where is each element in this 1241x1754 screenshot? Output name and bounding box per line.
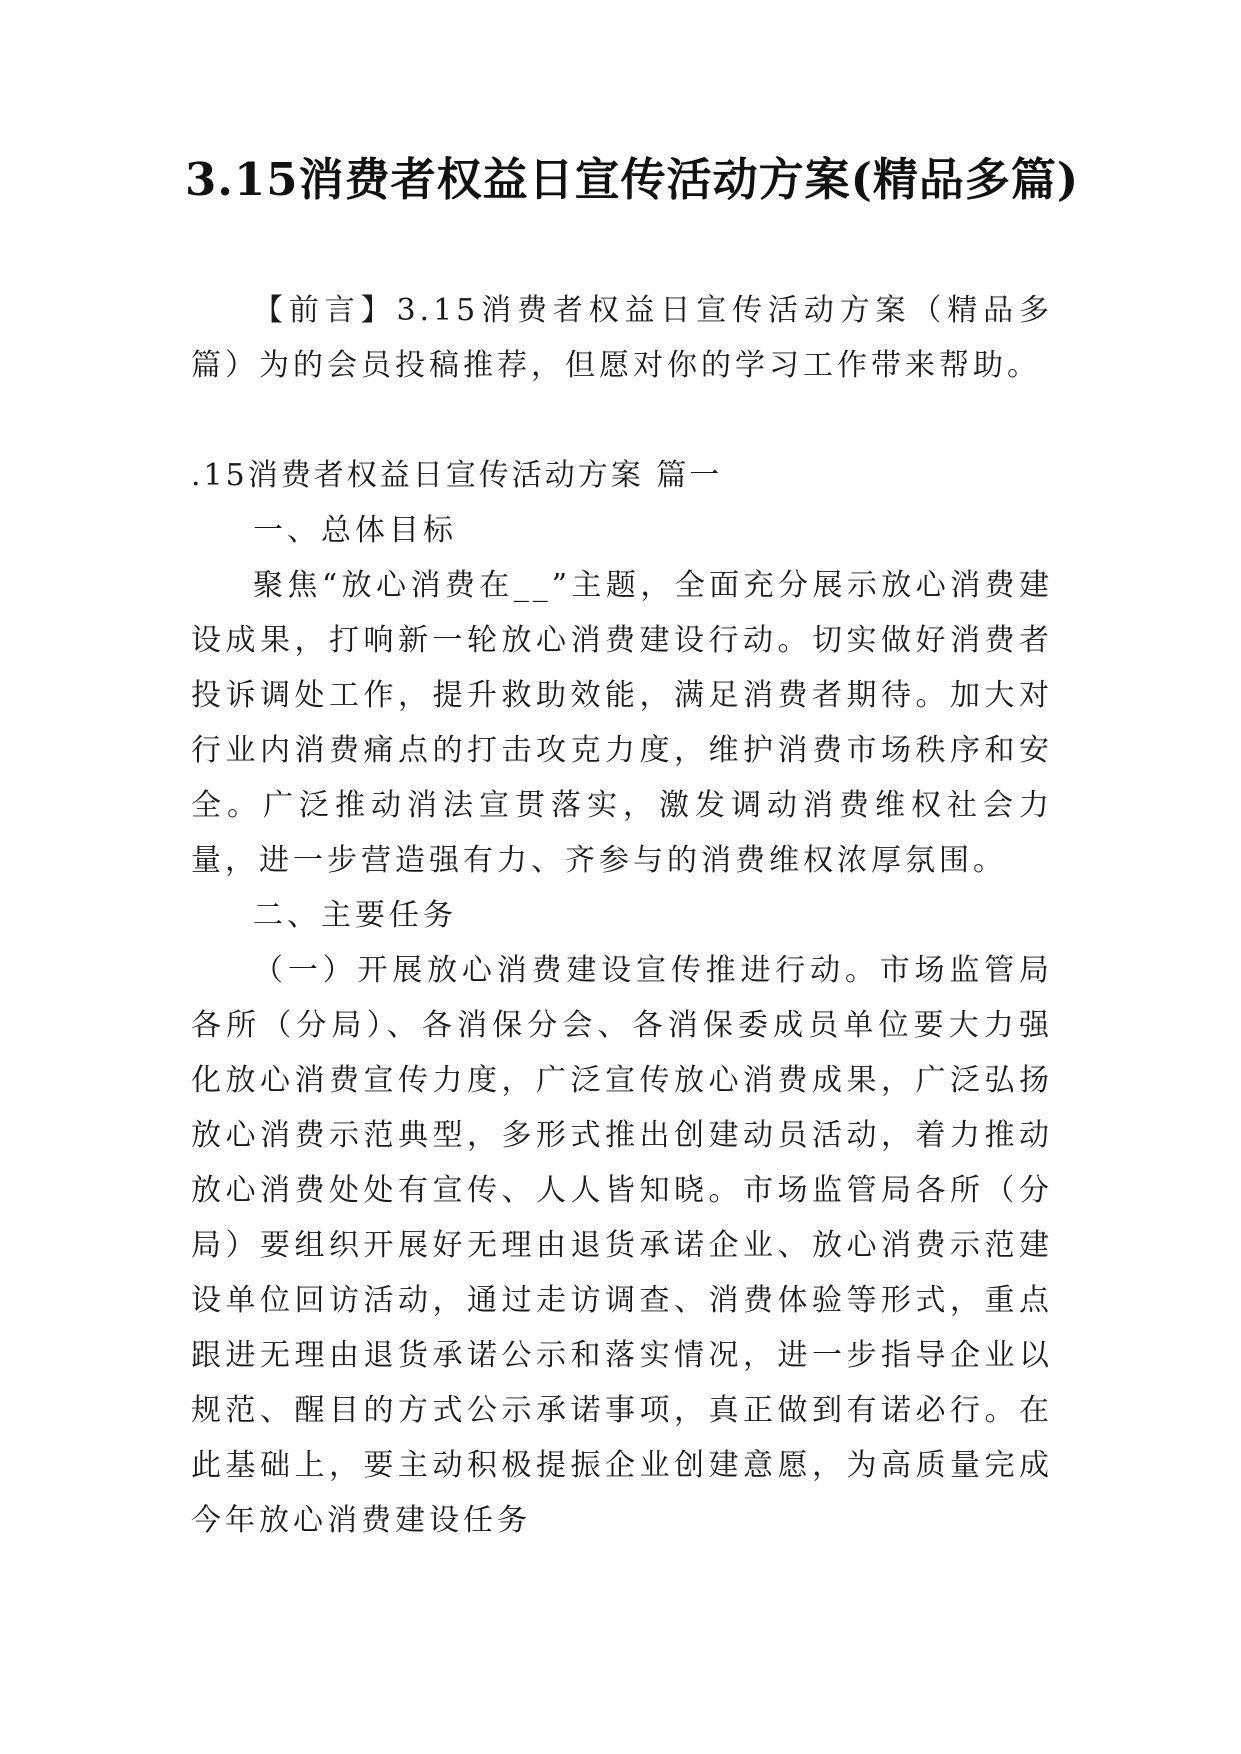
paragraph-overall-goal: 聚焦“放心消费在__”主题，全面充分展示放心消费建设成果，打响新一轮放心消费建设行动。切实做好消费者投诉调处工作，提升救助效能，满足消费者期待。加大对行业内消费痛点的打击攻克力度，维护消费市场秩序和安全。广泛推动消法宣贯落实，激发调动消费维权社会力量，进一步营造强有力、齐参与的消费维权浓厚氛围。 [191,568,1053,878]
document-body [191,283,1053,1548]
heading-main-tasks: 二、主要任务 [253,898,457,933]
paragraph-main-tasks: （一）开展放心消费建设宣传推进行动。市场监管局各所（分局）、各消保分会、各消保委成员单位要大力强化放心消费宣传力度，广泛宣传放心消费成果，广泛弘扬放心消费示范典型，多形式推出创建动员活动，着力推动放心消费处处有宣传、人人皆知晓。市场监管局各所（分局）要组织开展好无理由退货承诺企业、放心消费示范建设单位回访活动，通过走访调查、消费体验等形式，重点跟进无理由退货承诺公示和落实情况，进一步指导企业以规范、醒目的方式公示承诺事项，真正做到有诺必行。在此基础上，要主动积极提振企业创建意愿，为高质量完成今年放心消费建设任务 [191,953,1053,1538]
section-title: .15消费者权益日宣传活动方案 篇一 [191,458,723,493]
preface-paragraph: 【前言】3.15消费者权益日宣传活动方案（精品多篇）为的会员投稿推荐，但愿对你的学习工作带来帮助。 [191,293,1053,383]
document-title: 3.15消费者权益日宣传活动方案(精品多篇) [185,153,1080,206]
heading-overall-goal: 一、总体目标 [253,513,457,548]
